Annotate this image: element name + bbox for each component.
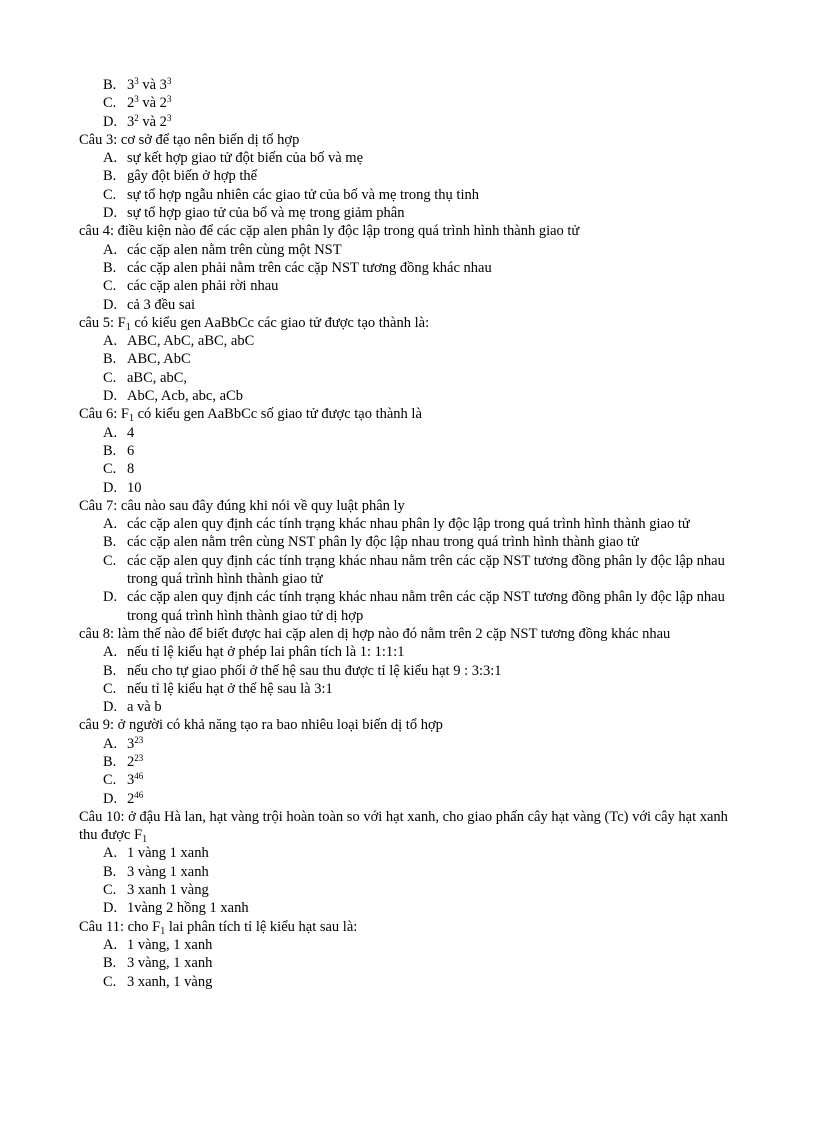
quiz-content <box>79 76 729 991</box>
answer-option <box>79 533 729 551</box>
option-letter: D. <box>103 205 118 222</box>
answer-option <box>79 899 729 917</box>
answer-option <box>79 76 729 94</box>
answer-option <box>79 369 729 387</box>
answer-option <box>79 735 729 753</box>
option-letter: D. <box>103 479 118 496</box>
question-stem: câu 4: điều kiện nào để các cặp alen phân ly độc lập trong quá trình hình thành giao tử <box>79 223 580 240</box>
option-text: 3 xanh 1 vàng <box>127 882 209 899</box>
option-letter: C. <box>103 461 117 478</box>
answer-option <box>79 460 729 478</box>
option-letter: D. <box>103 296 118 313</box>
option-letter: D. <box>103 699 118 716</box>
option-letter: D. <box>103 388 118 405</box>
answer-option <box>79 698 729 716</box>
option-letter: B. <box>103 259 117 276</box>
question-stem: Câu 10: ở đậu Hà lan, hạt vàng trội hoàn toàn so với hạt xanh, cho giao phấn cây hạt vàng (Tc) với cây hạt xanh thu được $F_1$ <box>79 808 728 846</box>
option-text: 4 <box>127 424 135 441</box>
option-text: $2^3$ và $2^3$ <box>127 94 172 112</box>
option-letter: B. <box>103 534 117 551</box>
option-letter: C. <box>103 278 117 295</box>
option-letter: B. <box>103 351 117 368</box>
option-letter: B. <box>103 77 117 93</box>
question <box>79 222 729 313</box>
question-stem: câu 9: ở người có khả năng tạo ra bao nhiêu loại biến dị tổ hợp <box>79 717 443 734</box>
answer-option <box>79 167 729 185</box>
option-letter: A. <box>103 150 118 167</box>
option-letter: B. <box>103 863 117 880</box>
option-letter: D. <box>103 113 118 130</box>
option-text: 6 <box>127 442 135 459</box>
answer-option <box>79 680 729 698</box>
option-text: a và b <box>127 699 162 716</box>
option-text: $3^{46}$ <box>127 771 144 789</box>
option-letter: A. <box>103 644 118 661</box>
option-letter: A. <box>103 845 118 862</box>
option-text: 10 <box>127 479 142 496</box>
option-text: 3 xanh, 1 vàng <box>127 973 213 990</box>
answer-option <box>79 296 729 314</box>
option-text: AbC, Acb, abc, aCb <box>127 388 243 405</box>
answer-option <box>79 973 729 991</box>
answer-option <box>79 442 729 460</box>
question-stem: Câu 11: cho $F_1$ lai phân tích tỉ lệ kiểu hạt sau là: <box>79 918 358 937</box>
option-text: $3^3$ và $3^3$ <box>127 76 172 93</box>
option-letter: C. <box>103 973 117 990</box>
answer-option <box>79 790 729 808</box>
option-letter: C. <box>103 95 117 112</box>
option-letter: C. <box>103 772 117 789</box>
option-text: các cặp alen quy định các tính trạng khác nhau phân ly độc lập trong quá trình hình thành giao tử <box>127 516 690 533</box>
option-letter: C. <box>103 186 117 203</box>
answer-option <box>79 259 729 277</box>
option-letter: D. <box>103 790 118 807</box>
option-letter: B. <box>103 442 117 459</box>
answer-option <box>79 113 729 131</box>
option-text: 3 vàng 1 xanh <box>127 863 209 880</box>
option-text: ABC, AbC, aBC, abC <box>127 333 255 350</box>
question-stem: Câu 7: câu nào sau đây đúng khi nói về quy luật phân ly <box>79 497 405 514</box>
option-text: nếu tỉ lệ kiểu hạt ở phép lai phân tích là 1: 1:1:1 <box>127 644 405 661</box>
answer-option <box>79 662 729 680</box>
option-text: $2^{23}$ <box>127 752 144 770</box>
question <box>79 497 729 625</box>
option-text: $3^2$ và $2^3$ <box>127 112 172 130</box>
answer-option <box>79 771 729 789</box>
answer-option <box>79 479 729 497</box>
option-letter: B. <box>103 168 117 185</box>
answer-option <box>79 863 729 881</box>
answer-option <box>79 332 729 350</box>
answer-option <box>79 881 729 899</box>
option-text: sự tổ hợp ngẫu nhiên các giao tử của bố và mẹ trong thụ tinh <box>127 186 479 203</box>
answer-option <box>79 515 729 533</box>
option-text: sự kết hợp giao tử đột biến của bố và mẹ <box>127 150 364 167</box>
answer-option <box>79 424 729 442</box>
option-letter: B. <box>103 662 117 679</box>
question-stem: câu 8: làm thế nào để biết được hai cặp alen dị hợp nào đó nằm trên 2 cặp NST tương đồng khác nhau <box>79 625 671 642</box>
answer-option <box>79 241 729 259</box>
answer-option <box>79 643 729 661</box>
question-stem: Câu 6: $F_1$ có kiểu gen AaBbCc số giao tử được tạo thành là <box>79 406 422 425</box>
question <box>79 808 729 918</box>
option-letter: A. <box>103 735 118 752</box>
option-text: 1vàng 2 hồng 1 xanh <box>127 900 249 917</box>
option-letter: A. <box>103 241 118 258</box>
option-letter: C. <box>103 882 117 899</box>
question-stem: Câu 3: cơ sở để tạo nên biến dị tổ hợp <box>79 131 300 148</box>
option-text: gây đột biến ở hợp thể <box>127 168 258 185</box>
answer-option <box>79 277 729 295</box>
answer-option <box>79 149 729 167</box>
option-letter: C. <box>103 680 117 697</box>
option-text: 8 <box>127 461 135 478</box>
answer-option <box>79 954 729 972</box>
option-text: $3^{23}$ <box>127 734 144 752</box>
option-text: các cặp alen quy định các tính trạng khác nhau nằm trên các cặp NST tương đồng phân ly độc lập nhau trong quá trình hình thành giao tử dị hợp <box>127 589 725 624</box>
answer-option <box>79 936 729 954</box>
question <box>79 314 729 405</box>
answer-option <box>79 186 729 204</box>
question <box>79 625 729 716</box>
option-text: aBC, abC, <box>127 369 188 386</box>
option-text: các cặp alen phải rời nhau <box>127 278 279 295</box>
question <box>79 405 729 496</box>
option-text: 1 vàng 1 xanh <box>127 845 209 862</box>
option-text: ABC, AbC <box>127 351 191 368</box>
option-letter: D. <box>103 900 118 917</box>
question-list <box>79 131 729 991</box>
answer-option <box>79 350 729 368</box>
option-letter: A. <box>103 516 118 533</box>
option-text: các cặp alen nằm trên cùng NST phân ly độc lập nhau trong quá trình hình thành giao tử <box>127 534 639 551</box>
question-stem: câu 5: $F_1$ có kiểu gen AaBbCc các giao tử được tạo thành là: <box>79 314 430 333</box>
option-letter: A. <box>103 333 118 350</box>
option-text: sự tổ hợp giao tử của bố và mẹ trong giảm phân <box>127 205 405 222</box>
option-letter: A. <box>103 936 118 953</box>
option-text: cả 3 đều sai <box>127 296 196 313</box>
question <box>79 131 729 222</box>
option-text: các cặp alen quy định các tính trạng khác nhau nằm trên các cặp NST tương đồng phân ly độc lập nhau trong quá trình hình thành giao tử <box>127 552 725 588</box>
answer-option <box>79 94 729 112</box>
answer-option <box>79 387 729 405</box>
option-text: các cặp alen nằm trên cùng một NST <box>127 241 342 258</box>
option-letter: D. <box>103 589 118 606</box>
answer-option <box>79 552 729 589</box>
option-letter: C. <box>103 369 117 386</box>
option-letter: C. <box>103 552 117 569</box>
option-letter: B. <box>103 955 117 972</box>
option-text: $2^{46}$ <box>127 789 144 807</box>
answer-option <box>79 844 729 862</box>
answer-option <box>79 588 729 625</box>
option-text: nếu tỉ lệ kiểu hạt ở thế hệ sau là 3:1 <box>127 680 333 697</box>
option-letter: B. <box>103 753 117 770</box>
option-text: 3 vàng, 1 xanh <box>127 955 213 972</box>
answer-option <box>79 204 729 222</box>
question <box>79 716 729 807</box>
option-text: nếu cho tự giao phối ở thế hệ sau thu được tỉ lệ kiểu hạt 9 : 3:3:1 <box>127 662 502 679</box>
option-text: 1 vàng, 1 xanh <box>127 936 213 953</box>
option-text: các cặp alen phải nằm trên các cặp NST tương đồng khác nhau <box>127 259 492 276</box>
continued-options <box>79 76 729 131</box>
option-letter: A. <box>103 424 118 441</box>
answer-option <box>79 753 729 771</box>
question <box>79 918 729 991</box>
